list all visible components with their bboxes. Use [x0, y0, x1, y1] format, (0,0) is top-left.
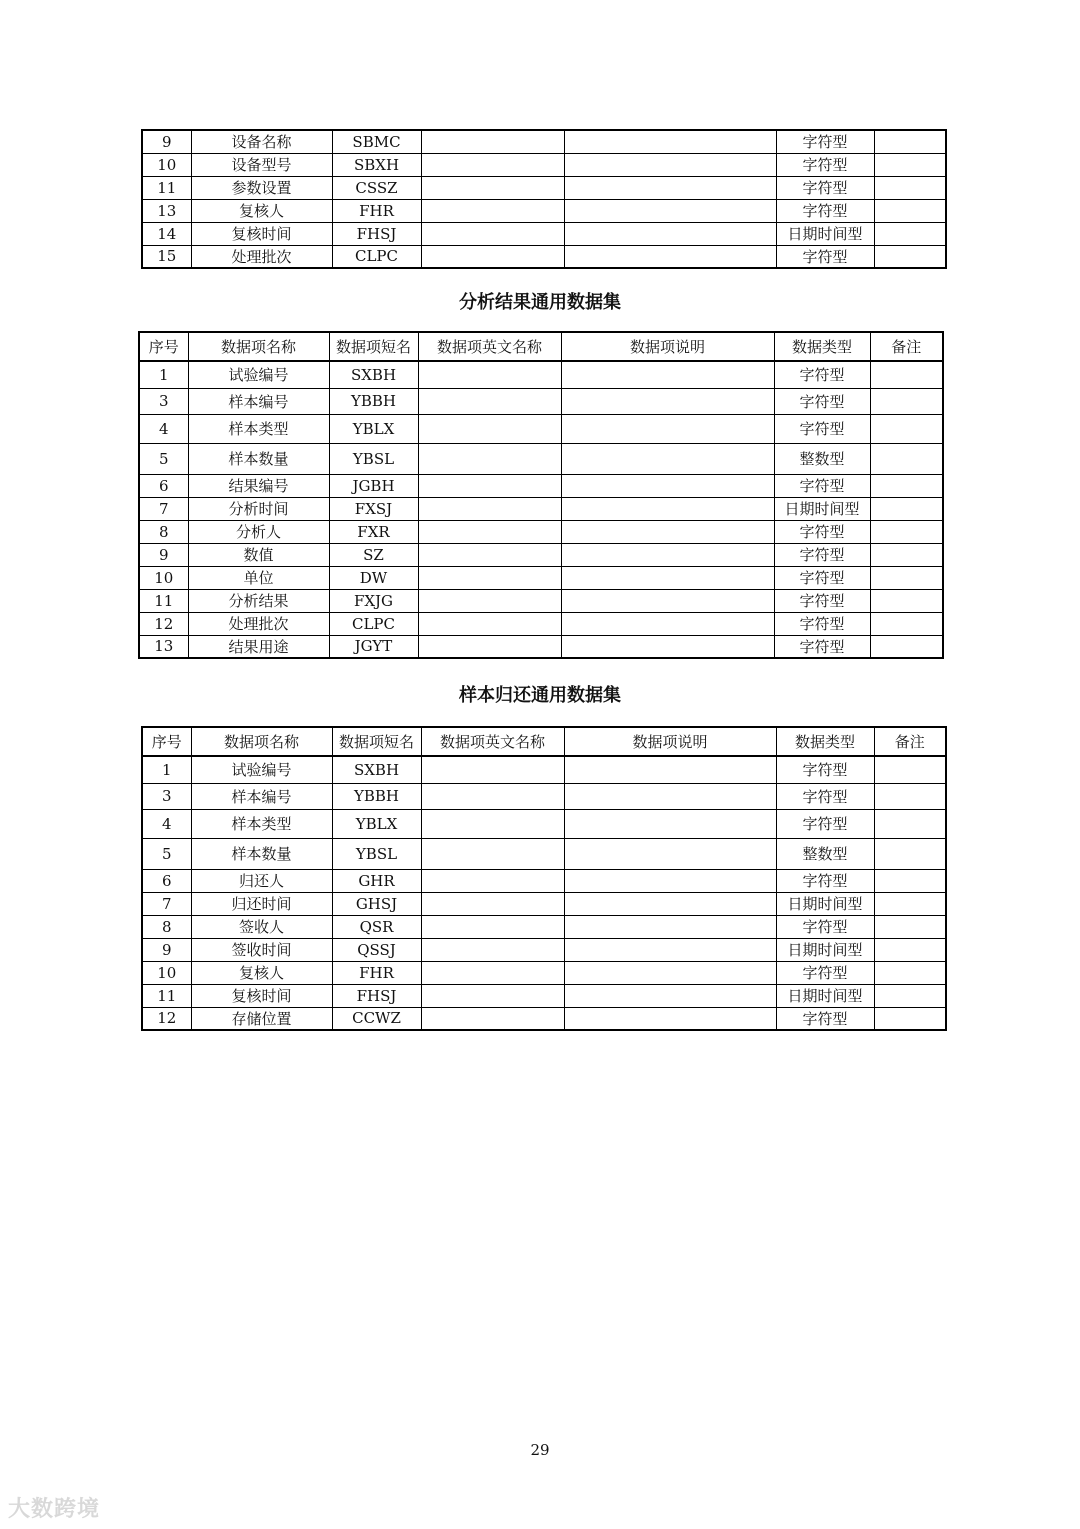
table-row: [139, 361, 943, 388]
table-cell: 字符型: [776, 915, 874, 938]
header-cell: 数据项名称: [188, 332, 329, 361]
table-cell: 签收时间: [191, 938, 332, 961]
table-cell: 整数型: [774, 443, 870, 474]
table-cell: 字符型: [776, 199, 874, 222]
table-cell: DW: [329, 566, 418, 589]
table-cell: GHR: [332, 869, 421, 892]
table-cell: 样本类型: [188, 414, 329, 443]
table-cell: 样本类型: [191, 809, 332, 838]
table-cell: [564, 984, 776, 1007]
table-row: [142, 915, 946, 938]
table-cell: [870, 635, 943, 658]
table-cell: [561, 443, 774, 474]
table-cell: [421, 809, 564, 838]
table-cell: [564, 809, 776, 838]
table-cell: [874, 1007, 946, 1030]
table-cell: [874, 984, 946, 1007]
table-cell: 13: [142, 199, 191, 222]
table-cell: GHSJ: [332, 892, 421, 915]
table-cell: 签收人: [191, 915, 332, 938]
table-cell: FHR: [332, 199, 421, 222]
table-cell: 字符型: [776, 1007, 874, 1030]
table-cell: 试验编号: [191, 756, 332, 783]
table-cell: 处理批次: [188, 612, 329, 635]
table-cell: [874, 153, 946, 176]
table-cell: 14: [142, 222, 191, 245]
table-cell: [564, 153, 776, 176]
table-cell: 字符型: [774, 520, 870, 543]
table-row: [139, 566, 943, 589]
table-cell: [421, 869, 564, 892]
table-cell: [870, 612, 943, 635]
table-cell: [564, 1007, 776, 1030]
table-cell: 样本数量: [188, 443, 329, 474]
table-cell: JGBH: [329, 474, 418, 497]
table-cell: [418, 635, 561, 658]
table-cell: 归还人: [191, 869, 332, 892]
table-cell: SBMC: [332, 130, 421, 153]
table-cell: [564, 245, 776, 268]
table-row: [142, 153, 946, 176]
header-cell: 数据类型: [774, 332, 870, 361]
table-cell: [421, 915, 564, 938]
table-row: [142, 892, 946, 915]
table-cell: [421, 961, 564, 984]
page-number: 29: [530, 1441, 550, 1459]
table-cell: 字符型: [774, 388, 870, 414]
table-cell: YBSL: [332, 838, 421, 869]
table-cell: 归还时间: [191, 892, 332, 915]
table-cell: 处理批次: [191, 245, 332, 268]
table-cell: [870, 414, 943, 443]
table-cell: [421, 153, 564, 176]
table-cell: 数值: [188, 543, 329, 566]
table-cell: 字符型: [774, 361, 870, 388]
table-cell: 11: [142, 984, 191, 1007]
table-cell: SBXH: [332, 153, 421, 176]
table-cell: [421, 984, 564, 1007]
table-row: [142, 869, 946, 892]
table-cell: 5: [142, 838, 191, 869]
table-cell: [870, 589, 943, 612]
table-cell: [874, 869, 946, 892]
table-row: [139, 443, 943, 474]
table-cell: [418, 443, 561, 474]
table-cell: [874, 915, 946, 938]
table-cell: 复核时间: [191, 984, 332, 1007]
table-cell: 日期时间型: [776, 938, 874, 961]
table-cell: 6: [139, 474, 188, 497]
header-cell: 数据类型: [776, 727, 874, 756]
table-cell: 复核时间: [191, 222, 332, 245]
table-cell: [418, 497, 561, 520]
table-row: [139, 497, 943, 520]
table-row: [142, 756, 946, 783]
table-cell: [874, 245, 946, 268]
table-cell: [561, 474, 774, 497]
table-cell: 3: [142, 783, 191, 809]
table-cell: [561, 497, 774, 520]
table-cell: [561, 388, 774, 414]
table-cell: 结果编号: [188, 474, 329, 497]
table-cell: [421, 938, 564, 961]
table-cell: 设备型号: [191, 153, 332, 176]
table-cell: 字符型: [774, 635, 870, 658]
table-cell: [418, 388, 561, 414]
table-row: [142, 938, 946, 961]
table-cell: [421, 176, 564, 199]
table-row: [139, 589, 943, 612]
table-row: [139, 414, 943, 443]
table-cell: 字符型: [776, 176, 874, 199]
table-cell: 3: [139, 388, 188, 414]
table-cell: [561, 543, 774, 566]
table-cell: QSR: [332, 915, 421, 938]
analysis-title: 分析结果通用数据集: [459, 292, 621, 313]
table-cell: 字符型: [776, 756, 874, 783]
table-cell: 复核人: [191, 961, 332, 984]
table-cell: [561, 612, 774, 635]
table-cell: [561, 361, 774, 388]
table-cell: 分析人: [188, 520, 329, 543]
header-cell: 数据项英文名称: [418, 332, 561, 361]
table-cell: [418, 566, 561, 589]
table-cell: 日期时间型: [776, 222, 874, 245]
table-cell: [418, 612, 561, 635]
table-cell: 分析时间: [188, 497, 329, 520]
table-cell: FXR: [329, 520, 418, 543]
table-cell: [874, 130, 946, 153]
header-cell: 备注: [870, 332, 943, 361]
table-row: [139, 543, 943, 566]
table-cell: 日期时间型: [776, 984, 874, 1007]
table-cell: [874, 938, 946, 961]
table-cell: 设备名称: [191, 130, 332, 153]
header-cell: 序号: [142, 727, 191, 756]
table-header-row: [139, 332, 943, 361]
table-cell: [421, 199, 564, 222]
table-cell: [870, 543, 943, 566]
table-cell: 参数设置: [191, 176, 332, 199]
table-cell: 日期时间型: [774, 497, 870, 520]
table-cell: [418, 543, 561, 566]
table-cell: [870, 361, 943, 388]
table-cell: SXBH: [332, 756, 421, 783]
table-cell: 5: [139, 443, 188, 474]
table-cell: 字符型: [774, 566, 870, 589]
table-cell: 10: [139, 566, 188, 589]
table-cell: [418, 474, 561, 497]
table-cell: 试验编号: [188, 361, 329, 388]
table-cell: [874, 892, 946, 915]
table-cell: 字符型: [776, 245, 874, 268]
table-row: [142, 130, 946, 153]
table-cell: FXJG: [329, 589, 418, 612]
table-cell: 4: [142, 809, 191, 838]
table-cell: [564, 783, 776, 809]
header-cell: 数据项说明: [561, 332, 774, 361]
table-cell: [564, 938, 776, 961]
table-cell: [561, 589, 774, 612]
table-cell: [870, 474, 943, 497]
table-cell: SZ: [329, 543, 418, 566]
table-cell: 9: [139, 543, 188, 566]
table-cell: 字符型: [776, 961, 874, 984]
header-cell: 数据项名称: [191, 727, 332, 756]
table-row: [142, 176, 946, 199]
table-cell: SXBH: [329, 361, 418, 388]
header-cell: 数据项短名: [329, 332, 418, 361]
table-cell: 10: [142, 153, 191, 176]
table-return-body: [142, 727, 946, 1030]
header-cell: 序号: [139, 332, 188, 361]
table-cell: [874, 838, 946, 869]
header-cell: 数据项英文名称: [421, 727, 564, 756]
table-row: [142, 199, 946, 222]
table-cell: [564, 199, 776, 222]
table-cell: [564, 892, 776, 915]
table-cell: [870, 497, 943, 520]
table-cell: 1: [139, 361, 188, 388]
table-cell: [874, 961, 946, 984]
table-cell: [564, 756, 776, 783]
table-row: [139, 612, 943, 635]
table-cell: [870, 443, 943, 474]
table-header-row: [142, 727, 946, 756]
table-row: [142, 783, 946, 809]
table-cell: 8: [142, 915, 191, 938]
table-cell: FHSJ: [332, 222, 421, 245]
table-cell: 9: [142, 130, 191, 153]
table-cell: CLPC: [332, 245, 421, 268]
table-cell: [418, 414, 561, 443]
table-cell: 单位: [188, 566, 329, 589]
table-cell: 10: [142, 961, 191, 984]
table-cell: [874, 176, 946, 199]
table-row: [139, 520, 943, 543]
table-cell: [418, 361, 561, 388]
table-cell: YBLX: [332, 809, 421, 838]
table-cell: FXSJ: [329, 497, 418, 520]
table-row: [139, 635, 943, 658]
table-cell: 字符型: [776, 869, 874, 892]
table-cell: [564, 176, 776, 199]
table-analysis: [138, 331, 944, 659]
table-cell: 11: [142, 176, 191, 199]
table-cell: [870, 566, 943, 589]
table-cell: [421, 838, 564, 869]
table-cell: [874, 783, 946, 809]
return-title: 样本归还通用数据集: [459, 685, 621, 706]
table-row: [142, 245, 946, 268]
header-cell: 数据项说明: [564, 727, 776, 756]
table-cell: CLPC: [329, 612, 418, 635]
table-cell: YBBH: [332, 783, 421, 809]
table-cell: CSSZ: [332, 176, 421, 199]
table-cell: 11: [139, 589, 188, 612]
table-cell: [561, 635, 774, 658]
table-cell: 4: [139, 414, 188, 443]
table-cell: 存储位置: [191, 1007, 332, 1030]
table-analysis-body: [139, 332, 943, 658]
table-cell: 13: [139, 635, 188, 658]
table-cell: [421, 245, 564, 268]
table-cell: 样本编号: [191, 783, 332, 809]
table-cell: 结果用途: [188, 635, 329, 658]
table-cell: 字符型: [774, 589, 870, 612]
table-row: [142, 222, 946, 245]
table-cell: 字符型: [774, 414, 870, 443]
table-return: [141, 726, 947, 1031]
table-row: [142, 838, 946, 869]
table-cell: 9: [142, 938, 191, 961]
table-cell: YBLX: [329, 414, 418, 443]
header-cell: 备注: [874, 727, 946, 756]
table-cell: 日期时间型: [776, 892, 874, 915]
table-cell: 1: [142, 756, 191, 783]
table-cell: 字符型: [776, 153, 874, 176]
table-cell: 6: [142, 869, 191, 892]
table-row: [142, 984, 946, 1007]
table-row: [142, 1007, 946, 1030]
table-cell: [418, 589, 561, 612]
table-cell: 12: [142, 1007, 191, 1030]
table-cell: 8: [139, 520, 188, 543]
table-cell: [418, 520, 561, 543]
table-row: [142, 809, 946, 838]
table-cell: FHR: [332, 961, 421, 984]
table-cell: 分析结果: [188, 589, 329, 612]
table-cell: 字符型: [776, 783, 874, 809]
table-cell: [564, 869, 776, 892]
table-continued-body: [142, 130, 946, 268]
table-cell: YBSL: [329, 443, 418, 474]
table-cell: [421, 756, 564, 783]
table-continued: [141, 129, 947, 269]
table-cell: [421, 222, 564, 245]
table-cell: [561, 566, 774, 589]
table-cell: 7: [139, 497, 188, 520]
table-cell: [874, 222, 946, 245]
table-cell: [561, 414, 774, 443]
table-cell: CCWZ: [332, 1007, 421, 1030]
table-cell: 12: [139, 612, 188, 635]
watermark-logo: 大数跨境: [8, 1497, 101, 1522]
table-cell: [421, 130, 564, 153]
table-cell: 字符型: [774, 612, 870, 635]
table-cell: [421, 783, 564, 809]
table-cell: 15: [142, 245, 191, 268]
table-row: [139, 474, 943, 497]
table-cell: 7: [142, 892, 191, 915]
table-row: [139, 388, 943, 414]
table-cell: [561, 520, 774, 543]
table-cell: JGYT: [329, 635, 418, 658]
table-cell: [874, 809, 946, 838]
table-cell: FHSJ: [332, 984, 421, 1007]
table-cell: [564, 130, 776, 153]
table-cell: [564, 961, 776, 984]
table-cell: 复核人: [191, 199, 332, 222]
table-cell: YBBH: [329, 388, 418, 414]
table-cell: 字符型: [774, 543, 870, 566]
table-cell: QSSJ: [332, 938, 421, 961]
table-cell: [564, 915, 776, 938]
table-cell: [870, 520, 943, 543]
table-cell: 字符型: [774, 474, 870, 497]
table-cell: 字符型: [776, 809, 874, 838]
table-cell: [870, 388, 943, 414]
table-cell: 字符型: [776, 130, 874, 153]
table-cell: 样本编号: [188, 388, 329, 414]
table-cell: 样本数量: [191, 838, 332, 869]
table-cell: [874, 756, 946, 783]
table-cell: 整数型: [776, 838, 874, 869]
table-cell: [564, 222, 776, 245]
table-row: [142, 961, 946, 984]
table-cell: [421, 1007, 564, 1030]
table-cell: [874, 199, 946, 222]
header-cell: 数据项短名: [332, 727, 421, 756]
table-cell: [564, 838, 776, 869]
table-cell: [421, 892, 564, 915]
